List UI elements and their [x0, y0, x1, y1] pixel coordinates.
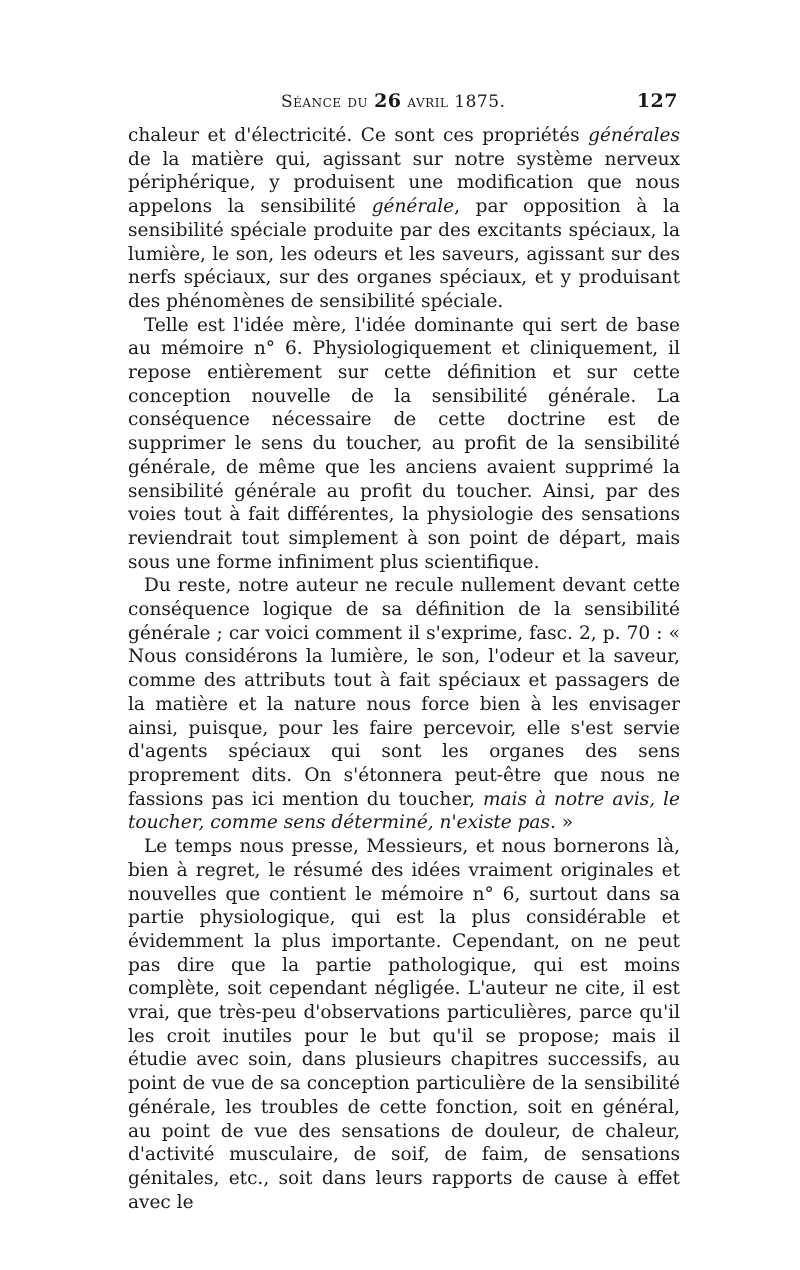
- p1-italic-generales: générales: [588, 125, 680, 146]
- paragraph-2: Telle est l'idée mère, l'idée dominante qui sert de base au mémoire n° 6. Physiologiquement et cliniquement, il repose entièrement sur cette définition et sur cette conception nouvelle de la sensibilité générale. La conséquence nécessaire de cette doctrine est de supprimer le sens du toucher, au profit de la sensibilité générale, de même que les anciens avaient supprimé la sensibilité générale au profit du toucher. Ainsi, par des voies tout à fait différentes, la physiologie des sensations reviendrait tout simplement à son point de départ, mais sous une forme infiniment plus scientifique.: [128, 314, 680, 573]
- p3-part-c: . »: [549, 812, 574, 834]
- running-head: [281, 90, 505, 112]
- p1-part-e: , par opposition à la sensibilité spéciale produite par des excitants spéciaux, la lumière, le son, les odeurs et les saveurs, agissant sur des nerfs spéciaux, sur des organes spéciaux, et y produisant des phénomènes de sensibilité spéciale.: [128, 196, 680, 312]
- p1-italic-generale: générale: [371, 196, 455, 218]
- paragraph-1: [128, 124, 680, 314]
- running-head-day: 26: [374, 90, 402, 112]
- paragraph-4: Le temps nous presse, Messieurs, et nous bornerons là, bien à regret, le résumé des idées vraiment originales et nouvelles que contient le mémoire n° 6, surtout dans sa partie physiologique, qui est la plus considérable et évidemment la plus importante. Cependant, on ne peut pas dire que la partie pathologique, qui est moins complète, soit cependant négligée. L'auteur ne cite, il est vrai, que très-peu d'observations particulières, parce qu'il les croit inutiles pour le but qu'il se propose; mais il étudie avec soin, dans plusieurs chapitres successifs, au point de vue de sa conception particulière de la sensibilité générale, les troubles de cette fonction, soit en général, au point de vue des sensations de douleur, de chaleur, d'activité musculaire, de soif, de faim, de sensations génitales, etc., soit dans leurs rapports de cause à effet avec le: [128, 836, 680, 1213]
- page-number: 127: [636, 90, 678, 112]
- running-head-pre: Séance du: [281, 92, 375, 112]
- paragraph-3: [128, 574, 680, 835]
- running-head-post: avril 1875.: [401, 92, 506, 112]
- p1-part-a: chaleur et d'électricité. Ce sont ces propriétés: [128, 125, 589, 146]
- page-header: [118, 90, 678, 116]
- p3-italic-quote: mais à notre avis, le toucher, comme sens déterminé, n'existe pas: [128, 788, 680, 834]
- body-text: [128, 124, 680, 1214]
- p1-part-c: de la matière qui, agissant sur notre système nerveux périphérique, y produisent une modification que nous appelons la sensibilité: [128, 148, 680, 218]
- p3-part-a: Du reste, notre auteur ne recule nullement devant cette conséquence logique de sa définition de la sensibilité générale ; car voici comment il s'exprime, fasc. 2, p. 70 : « Nous considérons la lumière, le son, l'odeur et la saveur, comme des attributs tout à fait spéciaux et passagers de la matière et la nature nous force bien à les envisager ainsi, puisque, pour les faire percevoir, elle s'est servie d'agents spéciaux qui sont les organes des sens proprement dits. On s'étonnera peut-être que nous ne fassions pas ici mention du toucher,: [128, 575, 680, 810]
